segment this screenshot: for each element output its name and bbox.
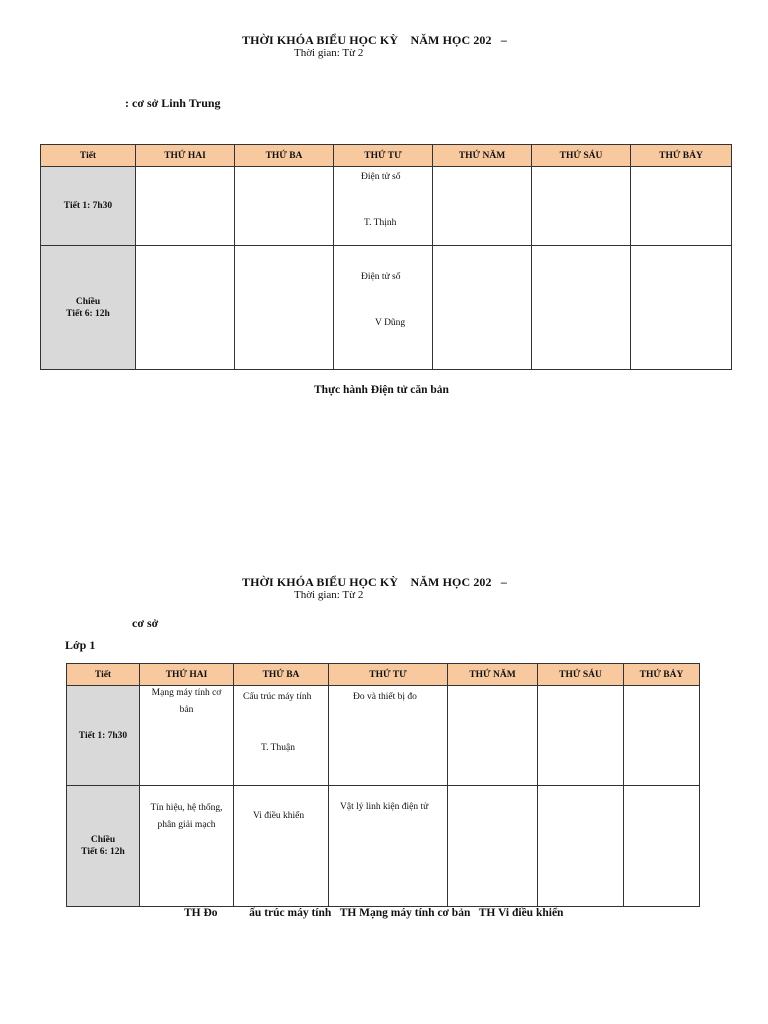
page1-title: THỜI KHÓA BIỂU HỌC KỲ NĂM HỌC 202 – bbox=[242, 33, 508, 47]
cell-tuesday bbox=[235, 246, 334, 370]
page1-caption: Thực hành Điện tử căn bản bbox=[314, 384, 449, 396]
cell-monday bbox=[136, 246, 235, 370]
header-tuesday: THỨ BA bbox=[234, 664, 329, 686]
header-monday: THỨ HAI bbox=[136, 145, 235, 167]
table-row bbox=[41, 246, 732, 370]
header-monday: THỨ HAI bbox=[140, 664, 234, 686]
cell-monday bbox=[136, 167, 235, 246]
header-thursday: THỨ NĂM bbox=[448, 664, 538, 686]
table-row bbox=[67, 786, 700, 907]
teacher-name: T. Thịnh bbox=[364, 218, 397, 228]
table-header-row bbox=[41, 145, 732, 167]
slot-time: Tiết 6: 12h bbox=[81, 847, 125, 857]
header-tuesday: THỨ BA bbox=[235, 145, 334, 167]
header-friday: THỨ SÁU bbox=[532, 145, 631, 167]
cell-friday bbox=[532, 246, 631, 370]
header-friday: THỨ SÁU bbox=[538, 664, 624, 686]
cell-monday bbox=[140, 686, 234, 786]
cell-tuesday bbox=[234, 786, 329, 907]
cell-thursday bbox=[433, 167, 532, 246]
slot-morning bbox=[67, 686, 140, 786]
page2-class-label: Lớp 1 bbox=[65, 638, 96, 652]
course-name: Vật lý linh kiện điện tử bbox=[340, 802, 429, 812]
cell-tuesday bbox=[235, 167, 334, 246]
slot-afternoon bbox=[67, 786, 140, 907]
page1-campus: : cơ sở Linh Trung bbox=[125, 96, 221, 110]
course-name: Tín hiệu, hệ thống, phân giải mạch bbox=[150, 803, 223, 830]
cell-friday bbox=[532, 167, 631, 246]
cell-wednesday bbox=[334, 246, 433, 370]
cell-saturday bbox=[624, 686, 700, 786]
header-wednesday: THỨ TƯ bbox=[334, 145, 433, 167]
header-period: Tiết bbox=[67, 664, 140, 686]
cell-thursday bbox=[448, 786, 538, 907]
course-name: Cấu trúc máy tính bbox=[243, 692, 312, 702]
slot-morning bbox=[41, 167, 136, 246]
cell-wednesday bbox=[329, 786, 448, 907]
table-row bbox=[67, 686, 700, 786]
table-row bbox=[41, 167, 732, 246]
cell-friday bbox=[538, 786, 624, 907]
slot-label: Chiều bbox=[75, 296, 101, 307]
cell-thursday bbox=[448, 686, 538, 786]
header-period: Tiết bbox=[41, 145, 136, 167]
course-name: Mạng máy tính cơ bản bbox=[151, 688, 222, 715]
page2-title: THỜI KHÓA BIỂU HỌC KỲ NĂM HỌC 202 – bbox=[242, 575, 508, 589]
table-header-row bbox=[67, 664, 700, 686]
course-name: Đo và thiết bị đo bbox=[353, 692, 417, 702]
page1-timetable bbox=[40, 144, 732, 370]
header-thursday: THỨ NĂM bbox=[433, 145, 532, 167]
teacher-name: T. Thuận bbox=[261, 743, 295, 753]
course-name: Vi điều khiển bbox=[253, 811, 305, 821]
page1-subtitle: Thời gian: Từ 2 bbox=[294, 47, 364, 59]
cell-saturday bbox=[631, 167, 732, 246]
slot-label: Chiều bbox=[90, 835, 116, 845]
slot-time: Tiết 1: 7h30 bbox=[78, 730, 128, 741]
page2-campus: cơ sở bbox=[132, 616, 159, 630]
header-wednesday: THỨ TƯ bbox=[329, 664, 448, 686]
teacher-name: V Dũng bbox=[375, 318, 406, 328]
slot-time: Tiết 1: 7h30 bbox=[63, 201, 113, 211]
cell-saturday bbox=[624, 786, 700, 907]
cell-wednesday bbox=[329, 686, 448, 786]
slot-time: Tiết 6: 12h bbox=[66, 308, 110, 319]
page2-caption: TH Đo ấu trúc máy tính TH Mạng máy tính cơ bản TH Vi điều khiển bbox=[184, 907, 564, 919]
page2-timetable bbox=[66, 663, 700, 907]
cell-wednesday bbox=[334, 167, 433, 246]
slot-afternoon bbox=[41, 246, 136, 370]
cell-tuesday bbox=[234, 686, 329, 786]
course-name: Điện tử số bbox=[361, 272, 401, 282]
page2-subtitle: Thời gian: Từ 2 bbox=[294, 589, 364, 601]
cell-saturday bbox=[631, 246, 732, 370]
header-saturday: THỨ BẢY bbox=[624, 664, 700, 686]
course-name: Điện tử số bbox=[361, 172, 401, 182]
cell-friday bbox=[538, 686, 624, 786]
header-saturday: THỨ BẢY bbox=[631, 145, 732, 167]
cell-monday bbox=[140, 786, 234, 907]
cell-thursday bbox=[433, 246, 532, 370]
